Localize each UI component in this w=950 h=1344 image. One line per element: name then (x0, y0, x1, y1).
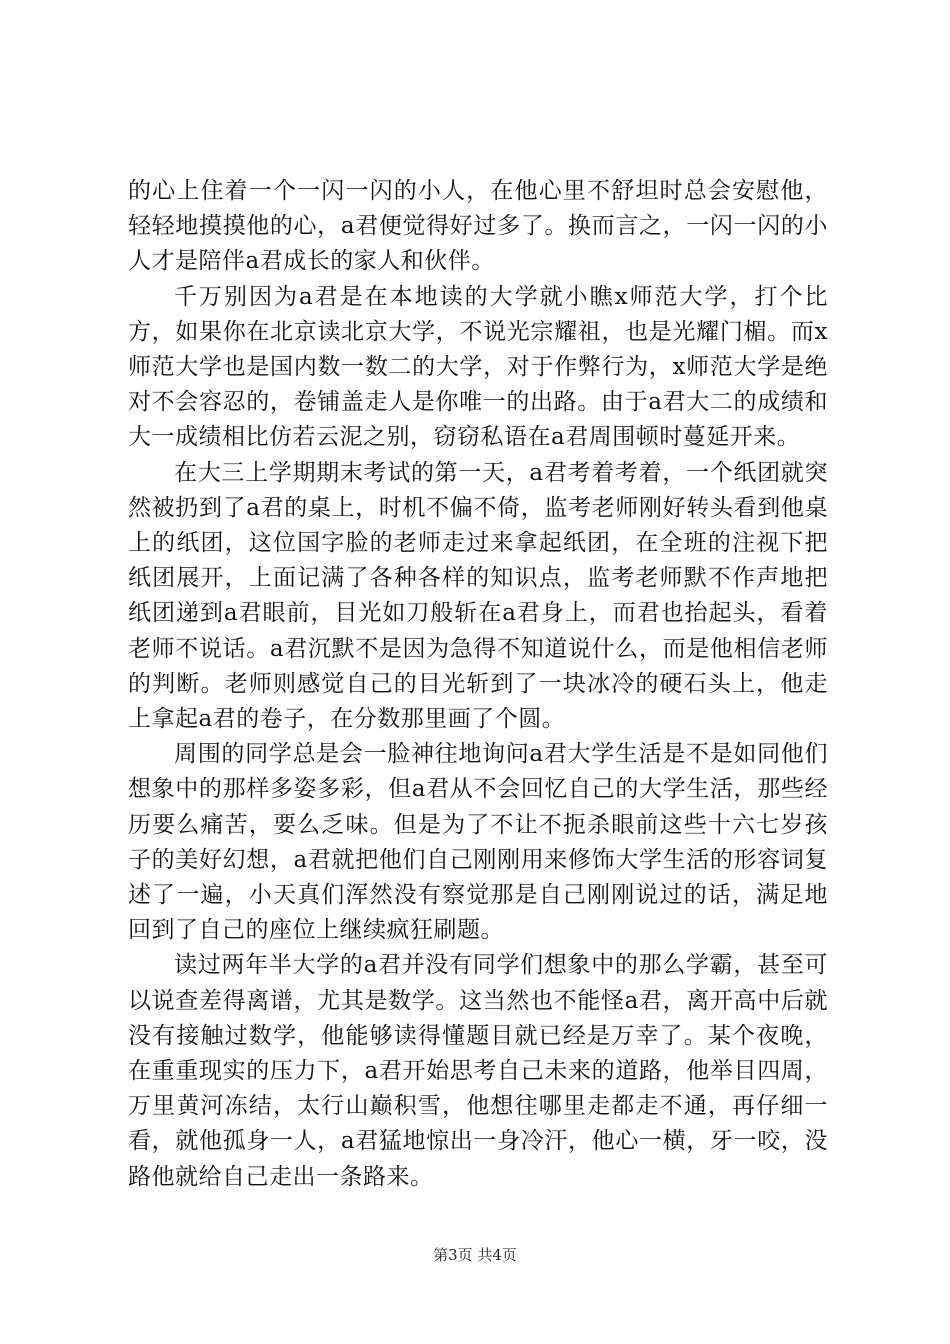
paragraph-3: 在大三上学期期末考试的第一天，a君考着考着，一个纸团就突然被扔到了a君的桌上，时机不偏不倚，监考老师刚好转头看到他桌上的纸团，这位国字脸的老师走过来拿起纸团，在全班的注视下把纸团展开，上面记满了各种各样的知识点，监考老师默不作声地把纸团递到a君眼前，目光如刀般斩在a君身上，而君也抬起头，看着老师不说话。a君沉默不是因为急得不知道说什么，而是他相信老师的判断。老师则感觉自己的目光斩到了一块冰冷的硬石头上，他走上拿起a君的卷子，在分数那里画了个圆。 (128, 459, 828, 733)
page-number-label: 第3页 共4页 (433, 1246, 517, 1264)
document-body (128, 174, 828, 1195)
paragraph-1: 的心上住着一个一闪一闪的小人，在他心里不舒坦时总会安慰他，轻轻地摸摸他的心，a君便觉得好过多了。换而言之，一闪一闪的小人才是陪伴a君成长的家人和伙伴。 (128, 178, 828, 275)
page-footer (0, 1245, 950, 1265)
paragraph-2: 千万别因为a君是在本地读的大学就小瞧x师范大学，打个比方，如果你在北京读北京大学，不说光宗耀祖，也是光耀门楣。而x师范大学也是国内数一数二的大学，对于作弊行为，x师范大学是绝对不会容忍的，卷铺盖走人是你唯一的出路。由于a君大二的成绩和大一成绩相比仿若云泥之别，窃窃私语在a君周围顿时蔓延开来。 (128, 283, 828, 451)
paragraph-4: 周围的同学总是会一脸神往地询问a君大学生活是不是如同他们想象中的那样多姿多彩，但a君从不会回忆自己的大学生活，那些经历要么痛苦，要么乏味。但是为了不让不扼杀眼前这些十六七岁孩子的美好幻想，a君就把他们自己刚刚用来修饰大学生活的形容词复述了一遍，小天真们浑然没有察觉那是自己刚刚说过的话，满足地回到了自己的座位上继续疯狂刷题。 (128, 741, 828, 944)
paragraph-5: 读过两年半大学的a君并没有同学们想象中的那么学霸，甚至可以说查差得离谱，尤其是数学。这当然也不能怪a君，离开高中后就没有接触过数学，他能够读得懂题目就已经是万幸了。某个夜晚，在重重现实的压力下，a君开始思考自己未来的道路，他举目四周，万里黄河冻结，太行山巅积雪，他想往哪里走都走不通，再仔细一看，就他孤身一人，a君猛地惊出一身冷汗，他心一横，牙一咬，没路他就给自己走出一条路来。 (128, 952, 828, 1190)
